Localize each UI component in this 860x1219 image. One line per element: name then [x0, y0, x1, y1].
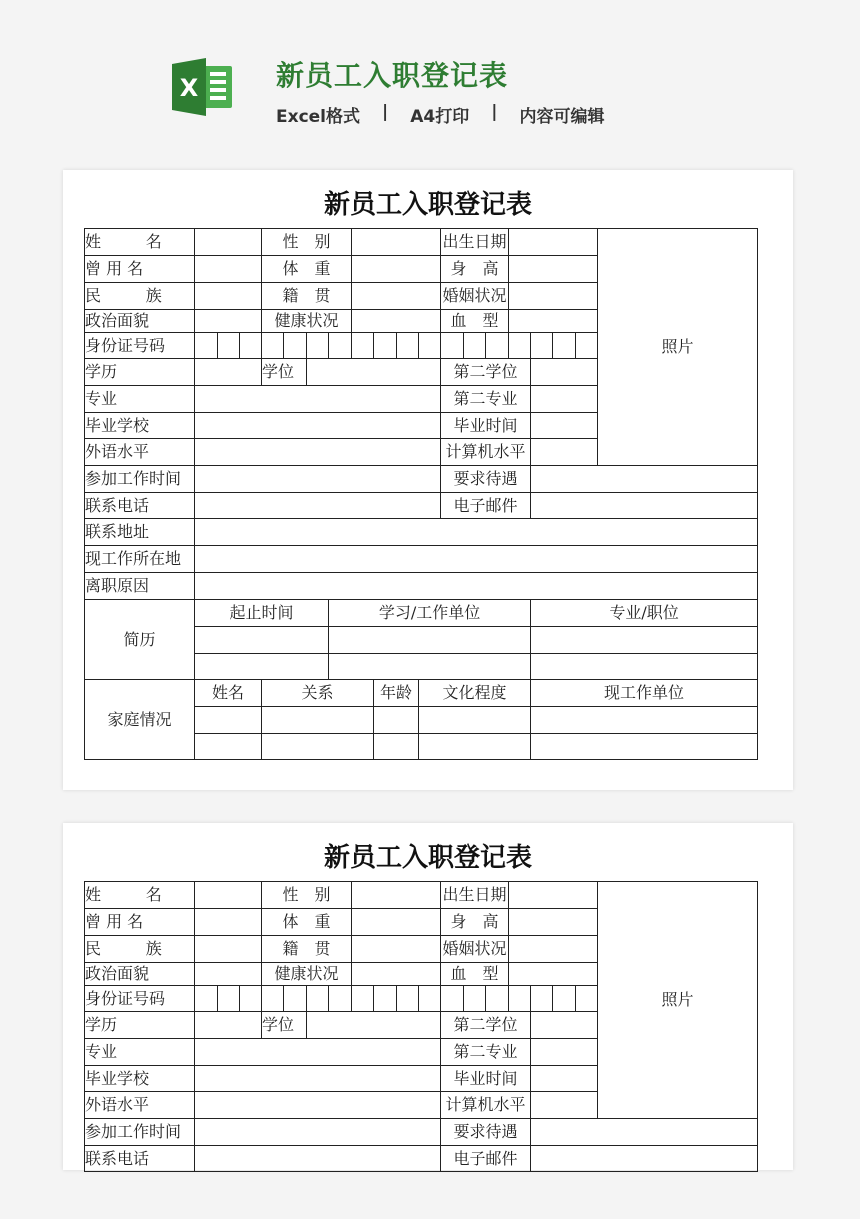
input-cell[interactable] — [419, 986, 441, 1012]
input-cell[interactable] — [195, 734, 262, 760]
form-row — [85, 546, 758, 573]
label-education: 学历 — [85, 359, 195, 386]
input-cell[interactable] — [531, 986, 553, 1012]
input-cell[interactable] — [329, 654, 531, 680]
label-salary: 要求待遇 — [441, 1119, 531, 1146]
registration-form-table — [84, 228, 758, 760]
form-row — [85, 1119, 758, 1146]
input-cell[interactable] — [531, 466, 758, 493]
logo-letter: X — [179, 74, 199, 102]
input-cell[interactable] — [195, 386, 441, 413]
document-title: 新员工入职登记表 — [323, 843, 532, 873]
input-cell[interactable] — [531, 493, 758, 519]
input-cell[interactable] — [509, 986, 531, 1012]
input-cell[interactable] — [195, 1066, 441, 1092]
label-family: 家庭情况 — [85, 680, 195, 760]
separator: | — [491, 102, 498, 122]
input-cell[interactable] — [240, 986, 262, 1012]
label-school: 毕业学校 — [85, 1066, 195, 1092]
label-resume: 简历 — [85, 600, 195, 680]
print-tag: A4打印 — [410, 107, 470, 127]
label-birth: 出生日期 — [441, 229, 509, 256]
excel-logo-icon — [172, 56, 234, 118]
label-period: 起止时间 — [195, 600, 329, 627]
label-computer: 计算机水平 — [441, 439, 531, 466]
input-cell[interactable] — [195, 1092, 441, 1119]
label-political: 政治面貌 — [85, 310, 195, 333]
editable-tag: 内容可编辑 — [519, 107, 605, 127]
input-cell[interactable] — [195, 963, 262, 986]
label-id-number: 身份证号码 — [85, 986, 195, 1012]
label-health: 健康状况 — [262, 310, 352, 333]
label-id-number: 身份证号码 — [85, 333, 195, 359]
input-cell[interactable] — [352, 936, 441, 963]
input-cell[interactable] — [195, 413, 441, 439]
label-current-unit: 现工作单位 — [531, 680, 758, 707]
input-cell[interactable] — [553, 333, 576, 359]
registration-form-table — [84, 881, 758, 1172]
form-row — [85, 882, 758, 909]
input-cell[interactable] — [195, 310, 262, 333]
input-cell[interactable] — [262, 734, 374, 760]
input-cell[interactable] — [195, 909, 262, 936]
input-cell[interactable] — [329, 333, 352, 359]
input-cell[interactable] — [509, 256, 598, 283]
input-cell[interactable] — [307, 1012, 441, 1039]
label-phone: 联系电话 — [85, 1146, 195, 1172]
input-cell[interactable] — [374, 333, 397, 359]
input-cell[interactable] — [352, 986, 374, 1012]
input-cell[interactable] — [441, 333, 464, 359]
label-height: 身 高 — [441, 256, 509, 283]
label-edu-level: 文化程度 — [419, 680, 531, 707]
label-degree: 学位 — [262, 359, 307, 386]
input-cell[interactable] — [576, 986, 598, 1012]
preview-page-2 — [63, 823, 793, 1170]
input-cell[interactable] — [195, 986, 218, 1012]
label-weight: 体 重 — [262, 909, 352, 936]
input-cell[interactable] — [509, 963, 598, 986]
input-cell[interactable] — [374, 707, 419, 734]
input-cell[interactable] — [262, 707, 374, 734]
input-cell[interactable] — [531, 1092, 598, 1119]
input-cell[interactable] — [195, 333, 218, 359]
label-ethnicity: 民 族 — [85, 936, 195, 963]
form-row — [85, 680, 758, 707]
input-cell[interactable] — [419, 333, 441, 359]
input-cell[interactable] — [284, 333, 307, 359]
input-cell[interactable] — [397, 333, 419, 359]
input-cell[interactable] — [509, 229, 598, 256]
label-relation: 关系 — [262, 680, 374, 707]
label-grad-time: 毕业时间 — [441, 1066, 531, 1092]
input-cell[interactable] — [352, 963, 441, 986]
label-unit: 学习/工作单位 — [329, 600, 531, 627]
input-cell[interactable] — [195, 546, 758, 573]
label-name: 姓 名 — [85, 882, 195, 909]
input-cell[interactable] — [441, 986, 464, 1012]
label-marital: 婚姻状况 — [441, 283, 509, 310]
input-cell[interactable] — [509, 283, 598, 310]
input-cell[interactable] — [374, 986, 397, 1012]
input-cell[interactable] — [464, 333, 486, 359]
input-cell[interactable] — [553, 986, 576, 1012]
input-cell[interactable] — [419, 707, 531, 734]
form-row — [85, 229, 758, 256]
label-position: 专业/职位 — [531, 600, 758, 627]
input-cell[interactable] — [195, 707, 262, 734]
input-cell[interactable] — [509, 936, 598, 963]
label-health: 健康状况 — [262, 963, 352, 986]
input-cell[interactable] — [195, 359, 262, 386]
input-cell[interactable] — [240, 333, 262, 359]
input-cell[interactable] — [195, 936, 262, 963]
input-cell[interactable] — [531, 333, 553, 359]
input-cell[interactable] — [486, 333, 509, 359]
label-age: 年龄 — [374, 680, 419, 707]
label-photo: 照片 — [598, 229, 758, 466]
input-cell[interactable] — [531, 1146, 758, 1172]
input-cell[interactable] — [352, 229, 441, 256]
label-phone: 联系电话 — [85, 493, 195, 519]
input-cell[interactable] — [352, 333, 374, 359]
input-cell[interactable] — [509, 333, 531, 359]
input-cell[interactable] — [195, 882, 262, 909]
input-cell[interactable] — [195, 1012, 262, 1039]
label-gender: 性 别 — [262, 229, 352, 256]
input-cell[interactable] — [531, 1012, 598, 1039]
input-cell[interactable] — [329, 627, 531, 654]
label-work-start: 参加工作时间 — [85, 466, 195, 493]
input-cell[interactable] — [284, 986, 307, 1012]
input-cell[interactable] — [262, 333, 284, 359]
label-work-location: 现工作所在地 — [85, 546, 195, 573]
label-language: 外语水平 — [85, 1092, 195, 1119]
input-cell[interactable] — [531, 413, 598, 439]
input-cell[interactable] — [352, 256, 441, 283]
label-name: 姓 名 — [85, 229, 195, 256]
input-cell[interactable] — [531, 1119, 758, 1146]
input-cell[interactable] — [329, 986, 352, 1012]
input-cell[interactable] — [195, 283, 262, 310]
input-cell[interactable] — [486, 986, 509, 1012]
input-cell[interactable] — [195, 493, 441, 519]
input-cell[interactable] — [195, 229, 262, 256]
label-degree: 学位 — [262, 1012, 307, 1039]
input-cell[interactable] — [195, 256, 262, 283]
input-cell[interactable] — [195, 573, 758, 600]
label-grad-time: 毕业时间 — [441, 413, 531, 439]
input-cell[interactable] — [195, 654, 329, 680]
input-cell[interactable] — [374, 734, 419, 760]
label-ethnicity: 民 族 — [85, 283, 195, 310]
header-title: 新员工入职登记表 — [276, 59, 509, 92]
separator: | — [382, 102, 389, 122]
label-former-name: 曾 用 名 — [85, 256, 195, 283]
input-cell[interactable] — [464, 986, 486, 1012]
label-native-place: 籍 贯 — [262, 283, 352, 310]
label-salary: 要求待遇 — [441, 466, 531, 493]
input-cell[interactable] — [531, 627, 758, 654]
input-cell[interactable] — [195, 466, 441, 493]
label-birth: 出生日期 — [441, 882, 509, 909]
label-computer: 计算机水平 — [441, 1092, 531, 1119]
input-cell[interactable] — [531, 439, 598, 466]
input-cell[interactable] — [195, 439, 441, 466]
label-weight: 体 重 — [262, 256, 352, 283]
input-cell[interactable] — [531, 386, 598, 413]
input-cell[interactable] — [531, 734, 758, 760]
label-language: 外语水平 — [85, 439, 195, 466]
input-cell[interactable] — [195, 627, 329, 654]
input-cell[interactable] — [195, 1039, 441, 1066]
label-email: 电子邮件 — [441, 1146, 531, 1172]
label-school: 毕业学校 — [85, 413, 195, 439]
label-blood: 血 型 — [441, 310, 509, 333]
input-cell[interactable] — [307, 986, 329, 1012]
input-cell[interactable] — [352, 310, 441, 333]
label-leave-reason: 离职原因 — [85, 573, 195, 600]
label-second-major: 第二专业 — [441, 386, 531, 413]
label-former-name: 曾 用 名 — [85, 909, 195, 936]
input-cell[interactable] — [218, 333, 240, 359]
input-cell[interactable] — [531, 1066, 598, 1092]
label-height: 身 高 — [441, 909, 509, 936]
input-cell[interactable] — [218, 986, 240, 1012]
input-cell[interactable] — [509, 882, 598, 909]
input-cell[interactable] — [509, 909, 598, 936]
form-row — [85, 493, 758, 519]
input-cell[interactable] — [195, 1146, 441, 1172]
input-cell[interactable] — [531, 654, 758, 680]
input-cell[interactable] — [352, 283, 441, 310]
input-cell[interactable] — [509, 310, 598, 333]
input-cell[interactable] — [419, 734, 531, 760]
input-cell[interactable] — [195, 519, 758, 546]
label-address: 联系地址 — [85, 519, 195, 546]
header-subtitle — [276, 102, 604, 127]
input-cell[interactable] — [195, 1119, 441, 1146]
label-second-degree: 第二学位 — [441, 1012, 531, 1039]
label-major: 专业 — [85, 386, 195, 413]
label-blood: 血 型 — [441, 963, 509, 986]
document-title: 新员工入职登记表 — [323, 190, 532, 220]
label-email: 电子邮件 — [441, 493, 531, 519]
label-education: 学历 — [85, 1012, 195, 1039]
input-cell[interactable] — [531, 707, 758, 734]
label-gender: 性 别 — [262, 882, 352, 909]
form-row — [85, 1146, 758, 1172]
form-row — [85, 466, 758, 493]
input-cell[interactable] — [531, 1039, 598, 1066]
input-cell[interactable] — [307, 333, 329, 359]
label-work-start: 参加工作时间 — [85, 1119, 195, 1146]
label-political: 政治面貌 — [85, 963, 195, 986]
label-photo: 照片 — [598, 882, 758, 1119]
label-f-name: 姓名 — [195, 680, 262, 707]
form-row — [85, 519, 758, 546]
label-second-degree: 第二学位 — [441, 359, 531, 386]
format-tag: Excel格式 — [276, 107, 361, 127]
label-native-place: 籍 贯 — [262, 936, 352, 963]
input-cell[interactable] — [352, 882, 441, 909]
form-row — [85, 600, 758, 627]
label-major: 专业 — [85, 1039, 195, 1066]
input-cell[interactable] — [352, 909, 441, 936]
preview-page-1 — [63, 170, 793, 790]
label-marital: 婚姻状况 — [441, 936, 509, 963]
input-cell[interactable] — [397, 986, 419, 1012]
input-cell[interactable] — [531, 359, 598, 386]
input-cell[interactable] — [307, 359, 441, 386]
label-second-major: 第二专业 — [441, 1039, 531, 1066]
input-cell[interactable] — [262, 986, 284, 1012]
form-row — [85, 573, 758, 600]
input-cell[interactable] — [576, 333, 598, 359]
